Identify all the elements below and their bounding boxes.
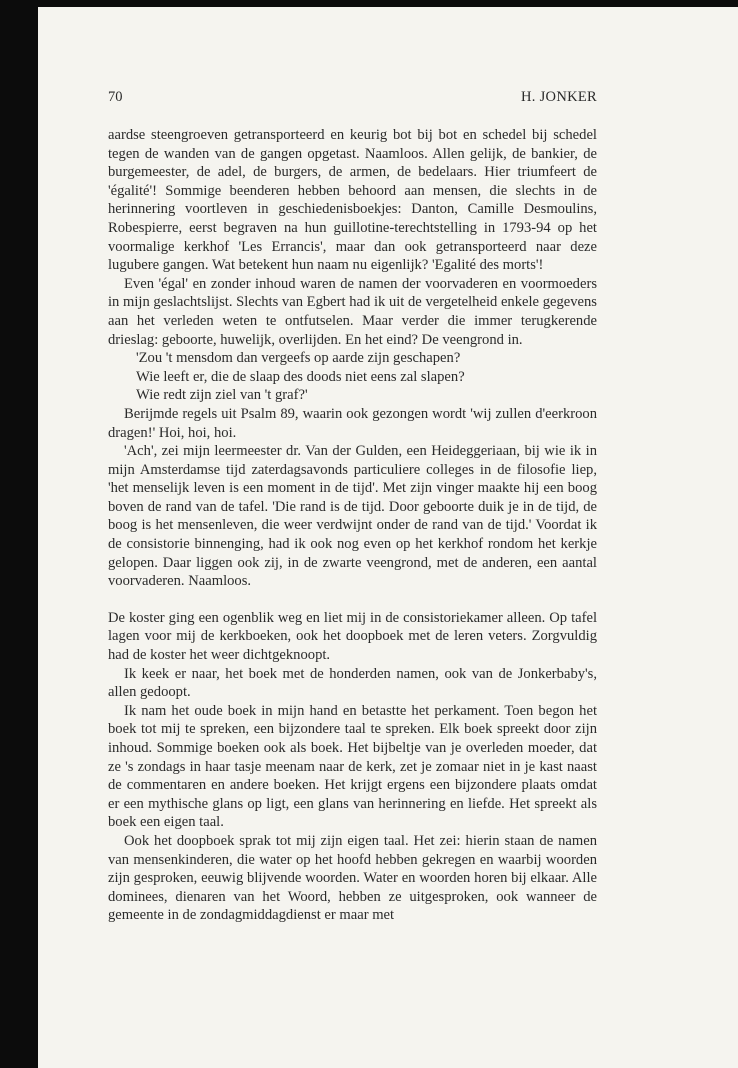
- section-break: [108, 591, 597, 609]
- paragraph: Berijmde regels uit Psalm 89, waarin ook gezongen wordt 'wij zullen d'eerkroon dragen!' Hoi, hoi, hoi.: [108, 405, 597, 441]
- paragraph: Ook het doopboek sprak tot mij zijn eigen taal. Het zei: hierin staan de namen van mensenkinderen, die water op het hoofd hebben gekregen en waarbij woorden zijn gesproken, eeuwig blijvende woorden. Water en woorden horen bij elkaar. Alle dominees, dienaren van het Woord, hebben ze uitgesproken, ook wanneer de gemeente in de zondagmiddagdienst er maar met: [108, 832, 597, 924]
- page-number: 70: [108, 89, 123, 105]
- paragraph: Even 'égal' en zonder inhoud waren de namen der voorvaderen en voormoeders in mijn geslachtslijst. Slechts van Egbert had ik uit de vergetelheid enkele gegevens aan het verleden weten te ontfutselen. Maar verder die immer terugkerende drieslag: geboorte, huwelijk, overlijden. En het eind? De veengrond in.: [108, 275, 597, 348]
- paragraph: 'Ach', zei mijn leermeester dr. Van der Gulden, een Heideggeriaan, bij wie ik in mijn Amsterdamse tijd zaterdagsavonds particuliere colleges in de filosofie liep, 'het menselijk leven is een moment in de tijd'. Met zijn vinger maakte hij een boog boven de rand van de tafel. 'Die rand is de tijd. Door geboorte duik je in de tijd, de boog is het mensenleven, die weer verdwijnt onder de rand van de tijd.' Voordat ik de consistorie binnenging, had ik ook nog even op het kerkhof rondom het kerkje gelopen. Daar liggen ook zij, in de zwarte veengrond, met de anderen, een aantal voorvaderen. Naamloos.: [108, 443, 597, 590]
- paragraph: Ik nam het oude boek in mijn hand en betastte het perkament. Toen begon het boek tot mij te spreken, een bijzondere taal te spreken. Elk boek spreekt door zijn inhoud. Sommige boeken ook als boek. Het bijbeltje van je overleden moeder, dat ze 's zondags in haar tasje meenam naar de kerk, zet je zomaar niet in je kast naast de commentaren en andere boeken. Het krijgt ergens een bijzondere plaats omdat er een mythische glans op ligt, een glans van herinnering en liefde. Het spreekt als boek een eigen taal.: [108, 702, 597, 831]
- body-text: [108, 126, 597, 925]
- verse-line: Wie redt zijn ziel van 't graf?': [136, 387, 308, 404]
- running-head: [108, 89, 597, 109]
- paragraph: De koster ging een ogenblik weg en liet mij in de consistoriekamer alleen. Op tafel lagen voor mij de kerkboeken, ook het doopboek met de leren veters. Zorgvuldig had de koster het weer dichtgeknoopt.: [108, 609, 597, 664]
- verse-line: 'Zou 't mensdom dan vergeefs op aarde zijn geschapen?: [136, 350, 461, 367]
- running-author: H. JONKER: [520, 89, 597, 105]
- paragraph: Ik keek er naar, het boek met de honderden namen, ook van de Jonkerbaby's, allen gedoopt.: [108, 665, 597, 701]
- paragraph: aardse steengroeven getransporteerd en keurig bot bij bot en schedel bij schedel tegen de wanden van de gangen opgetast. Naamloos. Allen gelijk, de bankier, de burgemeester, de adel, de burgers, de armen, de bedelaars. Hier triumfeert de 'égalité'! Sommige beenderen hebben behoord aan mensen, die slechts in de herinnering voortleven in geschiedenisboekjes: Danton, Camille Desmoulins, Robespierre, eerst begraven na hun guillotine-terechtstelling in 1793-94 op het voormalige kerkhof 'Les Errancis', maar dan ook getransporteerd naar deze lugubere gangen. Wat betekent hun naam nu eigenlijk? 'Egalité des morts'!: [108, 127, 597, 274]
- psalm-verse: [108, 349, 597, 405]
- scan-border-left: [0, 0, 38, 1068]
- scan-border-top: [0, 0, 738, 7]
- verse-line: Wie leeft er, die de slaap des doods niet eens zal slapen?: [136, 368, 465, 385]
